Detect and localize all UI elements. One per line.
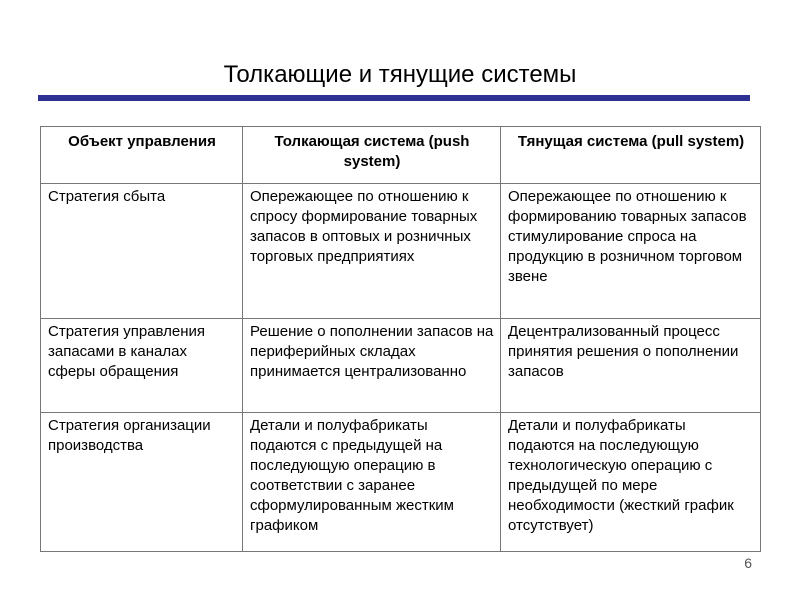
title-divider [38,95,750,101]
cell-pull: Децентрализованный процесс принятия решения о пополнении запасов [501,319,761,413]
cell-push: Решение о пополнении запасов на периферийных складах принимается централизованно [243,319,501,413]
table-header-row [41,127,761,184]
cell-push: Детали и полуфабрикаты подаются с предыдущей на последующую операцию в соответствии с заранее сформулированным жестким графиком [243,413,501,552]
cell-pull: Детали и полуфабрикаты подаются на последующую технологическую операцию с предыдущей по мере необходимости (жесткий график отсутствует) [501,413,761,552]
cell-push: Опережающее по отношению к спросу формирование товарных запасов в оптовых и розничных торговых предприятиях [243,184,501,319]
cell-object: Стратегия организации производства [41,413,243,552]
cell-object: Стратегия управления запасами в каналах сферы обращения [41,319,243,413]
cell-object: Стратегия сбыта [41,184,243,319]
table-row [41,413,761,552]
page-number: 6 [744,555,752,571]
table-row [41,319,761,413]
slide-title: Толкающие и тянущие системы [223,61,577,88]
header-object: Объект управления [41,127,243,184]
comparison-table [40,126,761,552]
header-push-system: Толкающая система (push system) [243,127,501,184]
table-row [41,184,761,319]
header-pull-system: Тянущая система (pull system) [501,127,761,184]
cell-pull: Опережающее по отношению к формированию товарных запасов стимулирование спроса на продукцию в розничном торговом звене [501,184,761,319]
